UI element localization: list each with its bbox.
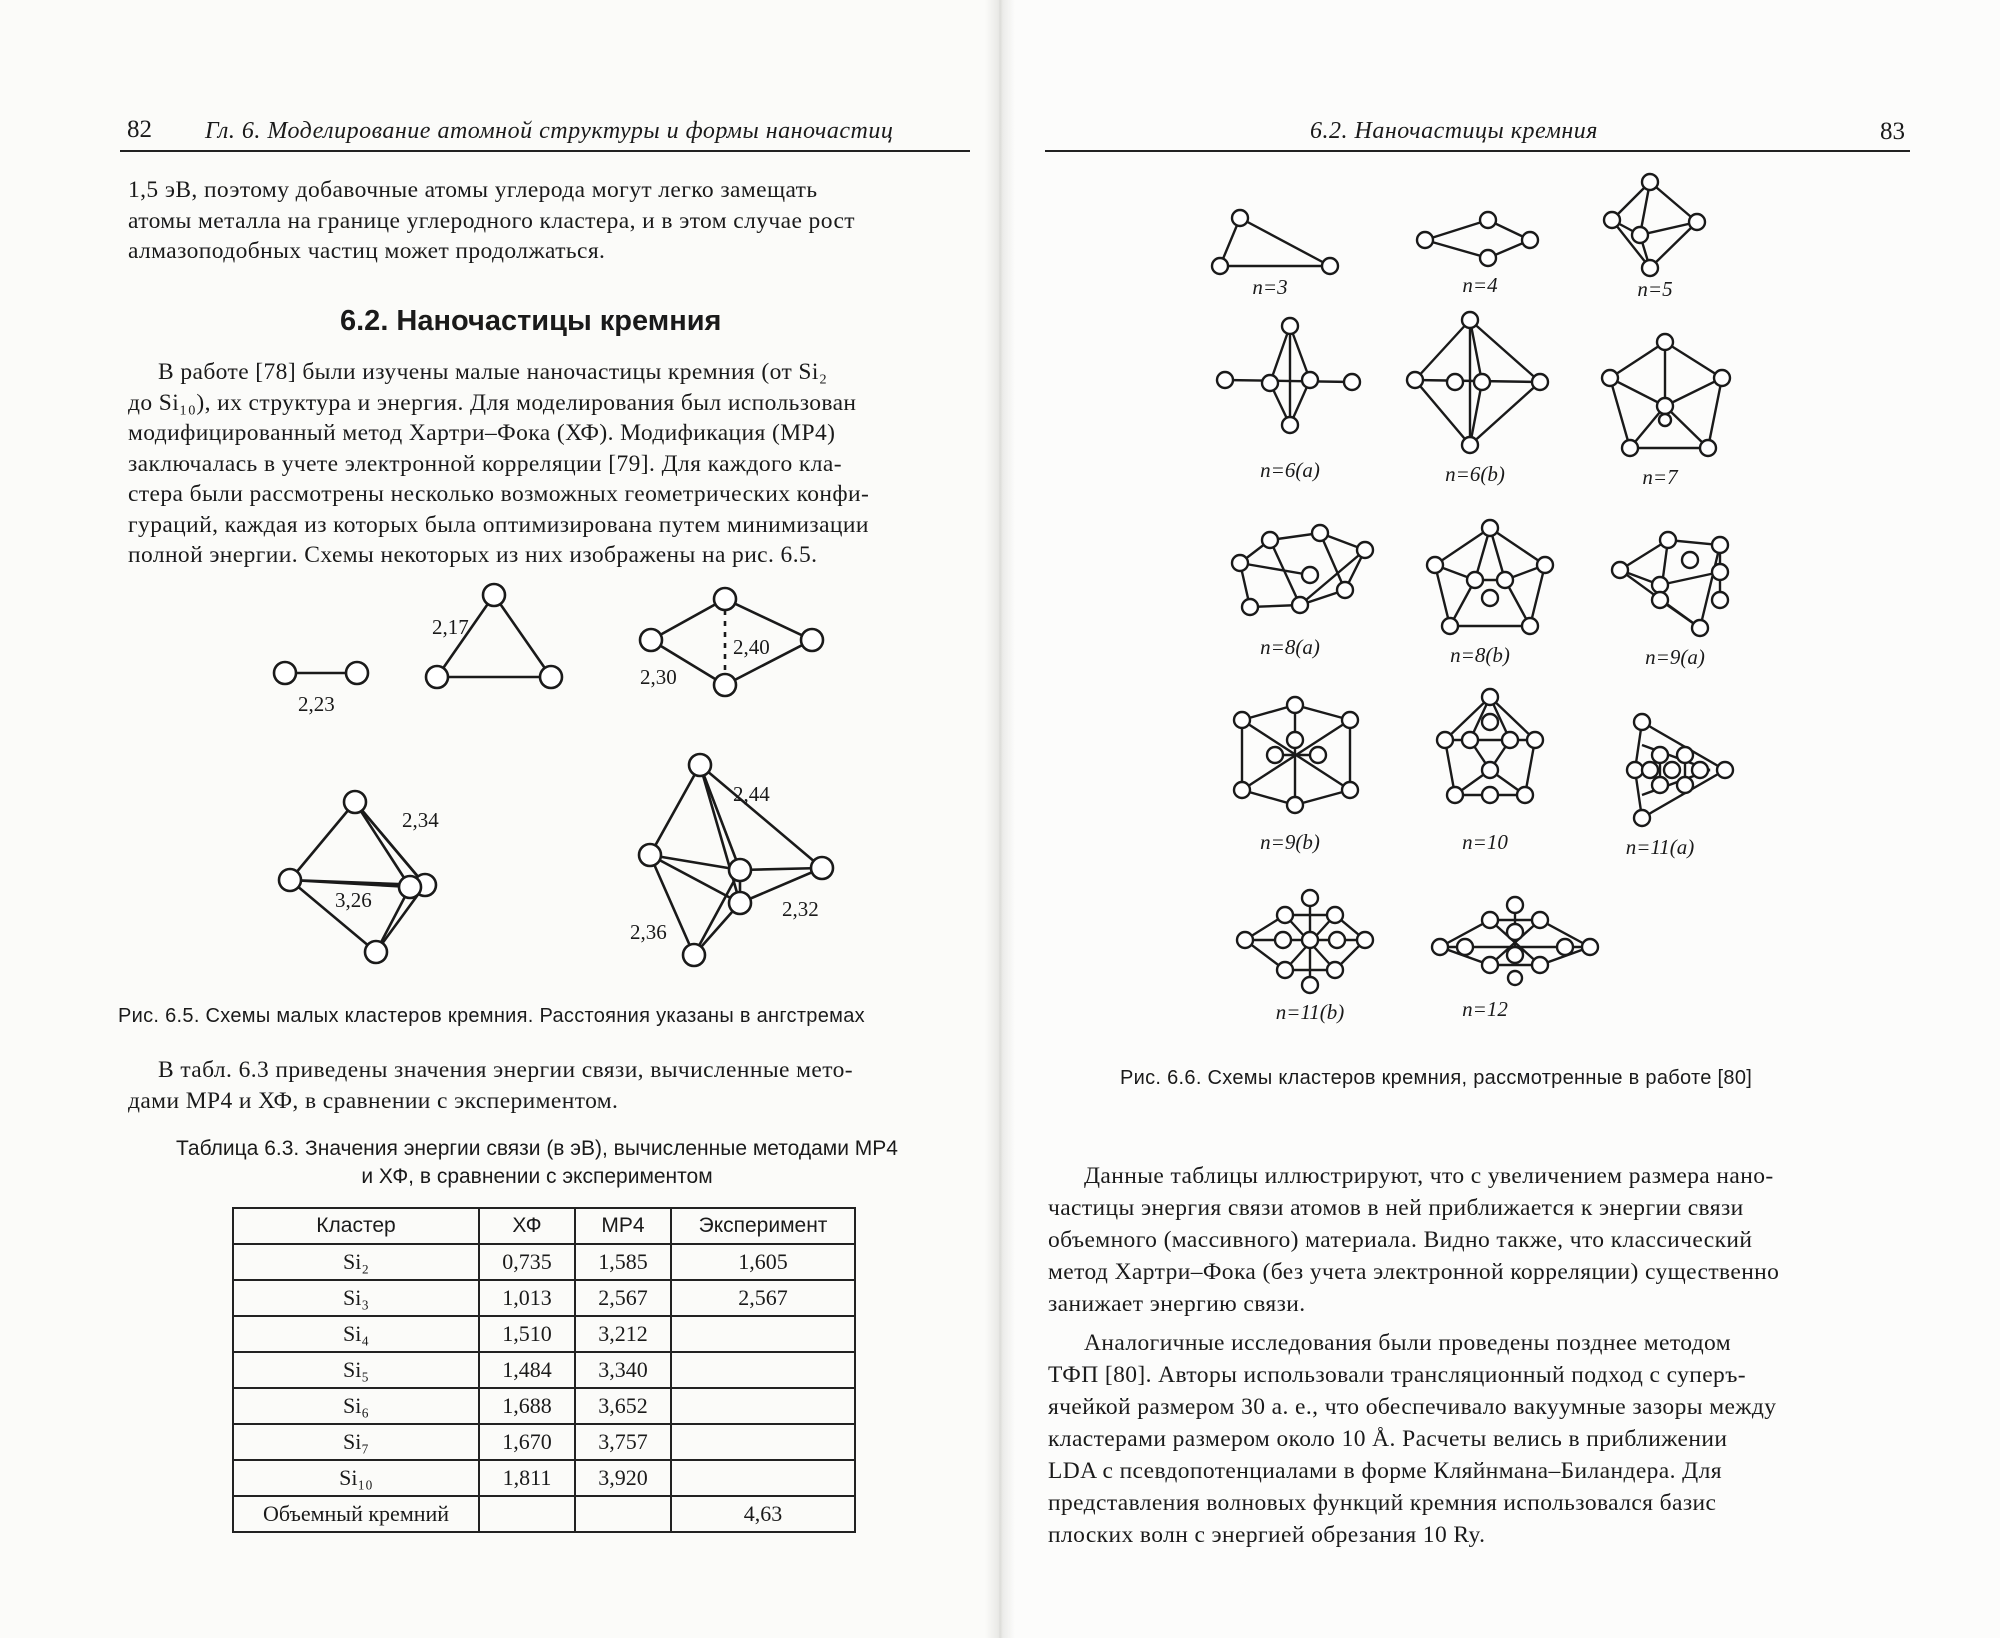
table-cell (671, 1460, 855, 1496)
cluster-n8b (1427, 520, 1553, 634)
text-line: дами МР4 и ХФ, в сравнении с экспериментом. (128, 1087, 619, 1114)
text-line: представления волновых функций кремния использовался базис (1048, 1490, 1717, 1516)
right-page-number: 83 (1880, 118, 1905, 145)
text-line: полной энергии. Схемы некоторых из них изображены на рис. 6.5. (128, 542, 818, 568)
cluster-n11a (1627, 714, 1733, 826)
figure-6-6-caption: Рис. 6.6. Схемы кластеров кремния, рассмотренные в работе [80] (1120, 1067, 1753, 1089)
cluster-label: n=11(a) (1625, 835, 1695, 859)
text-line: 1,5 эВ, поэтому добавочные атомы углерода могут легко замещать (128, 177, 818, 203)
text-line: плоских волн с энергией обрезания 10 Ry. (1048, 1522, 1486, 1548)
table-cell: 1,811 (479, 1460, 575, 1496)
cluster-n12 (1432, 897, 1598, 985)
table-cell: 3,340 (575, 1352, 671, 1388)
cluster-n9b (1234, 697, 1358, 813)
column-header: Кластер (233, 1208, 479, 1244)
table-cell: Si₇ (233, 1424, 479, 1460)
table-cell (671, 1352, 855, 1388)
table-row (233, 1352, 855, 1388)
cluster-label: n=7 (1642, 465, 1678, 489)
text-line: метод Хартри–Фока (без учета электронной корреляции) существенно (1048, 1259, 1780, 1285)
column-header: ХФ (479, 1208, 575, 1244)
text-line: заключалась в учете электронной корреляции [79]. Для каждого кла- (128, 450, 842, 477)
table-cell: Si₆ (233, 1388, 479, 1424)
cluster-label: n=8(b) (1450, 643, 1510, 667)
table-row (233, 1460, 855, 1496)
table-header-row (233, 1208, 855, 1244)
table-cell: 2,567 (671, 1280, 855, 1316)
column-header: Эксперимент (671, 1208, 855, 1244)
table-caption (112, 1135, 962, 1191)
column-header: МР4 (575, 1208, 671, 1244)
table-caption-line: и ХФ, в сравнении с экспериментом (361, 1165, 713, 1188)
table-cell: Si₂ (233, 1244, 479, 1280)
cluster-n8a (1232, 525, 1373, 615)
table-cell: 2,567 (575, 1280, 671, 1316)
table-cell: Объемный кремний (233, 1496, 479, 1532)
section-title: 6.2. Наночастицы кремния (340, 305, 722, 337)
cluster-n9a (1612, 532, 1728, 636)
text-line: гураций, каждая из которых была оптимизирована путем минимизации (128, 511, 869, 538)
table-cell: 3,757 (575, 1424, 671, 1460)
right-paragraph-1 (1048, 1160, 1908, 1320)
distance-label: 2,44 (733, 782, 770, 806)
cluster-label: n=4 (1462, 273, 1498, 297)
distance-label: 2,36 (630, 920, 667, 944)
cluster-label: n=8(a) (1260, 635, 1320, 659)
table-row (233, 1280, 855, 1316)
table-cell: 1,605 (671, 1244, 855, 1280)
text-line: объемного (массивного) материала. Видно также, что классический (1048, 1227, 1753, 1253)
table-cell (671, 1424, 855, 1460)
table-cell: 0,735 (479, 1244, 575, 1280)
table-cell: 1,484 (479, 1352, 575, 1388)
cluster-label: n=11(b) (1275, 1000, 1345, 1024)
distance-label: 2,17 (432, 615, 469, 639)
text-line: кластерами размером около 10 Å. Расчеты велись в приближении (1048, 1426, 1728, 1452)
text-line: атомы металла на границе углеродного кластера, и в этом случае рост (128, 207, 855, 234)
table-row (233, 1316, 855, 1352)
left-running-head: Гл. 6. Моделирование атомной структуры и формы наночастиц (205, 118, 894, 144)
table-cell (671, 1388, 855, 1424)
text-line: стера были рассмотрены несколько возможных геометрических конфи- (128, 481, 870, 507)
distance-label: 2,40 (733, 635, 770, 659)
table-row (233, 1496, 855, 1532)
text-line: до Si₁₀), их структура и энергия. Для моделирования был использован (128, 389, 857, 416)
cluster-n6a (1217, 318, 1360, 433)
binding-energy-table (232, 1207, 856, 1533)
cluster-n4 (1417, 212, 1538, 266)
table-cell: 3,920 (575, 1460, 671, 1496)
table-cell (479, 1496, 575, 1532)
text-line: ячейкой размером 30 а. е., что обеспечивало вакуумные зазоры между (1048, 1394, 1777, 1420)
distance-label: 3,26 (335, 888, 372, 912)
cluster-n10 (1437, 689, 1543, 803)
cluster-label: n=6(b) (1445, 462, 1505, 486)
table-cell (671, 1316, 855, 1352)
distance-label: 2,23 (298, 692, 335, 716)
right-paragraph-2 (1048, 1327, 1908, 1551)
cluster-n11b (1237, 890, 1373, 993)
table-cell: 4,63 (671, 1496, 855, 1532)
table-cell: 1,688 (479, 1388, 575, 1424)
text-line: модифицированный метод Хартри–Фока (ХФ). Модификация (МР4) (128, 420, 836, 446)
text-line: частицы энергия связи атомов в ней приближается к энергии связи (1048, 1195, 1744, 1221)
cluster-label: n=10 (1462, 830, 1508, 854)
table-cell: 3,212 (575, 1316, 671, 1352)
table-cell: 1,670 (479, 1424, 575, 1460)
text-line: занижает энергию связи. (1048, 1291, 1306, 1317)
left-page-number: 82 (127, 116, 152, 143)
cluster-label: n=9(a) (1645, 645, 1705, 669)
table-cell: Si₄ (233, 1316, 479, 1352)
table-cell: 1,585 (575, 1244, 671, 1280)
table-row (233, 1244, 855, 1280)
cluster-label: n=5 (1637, 277, 1673, 301)
text-line: LDA с псевдопотенциалами в форме Кляйнмана–Биландера. Для (1048, 1458, 1722, 1484)
distance-label: 2,34 (402, 808, 439, 832)
distance-label: 2,30 (640, 665, 677, 689)
table-row (233, 1424, 855, 1460)
cluster-n6b (1407, 312, 1548, 453)
cluster-n3 (1212, 210, 1338, 274)
text-line: В табл. 6.3 приведены значения энергии связи, вычисленные мето- (158, 1057, 853, 1083)
table-cell: 1,013 (479, 1280, 575, 1316)
text-line: В работе [78] были изучены малые наночастицы кремния (от Si₂ (158, 359, 828, 385)
text-line: алмазоподобных частиц может продолжаться. (128, 238, 606, 264)
right-running-head: 6.2. Наночастицы кремния (1310, 118, 1598, 144)
table-cell: Si₃ (233, 1280, 479, 1316)
text-line: Аналогичные исследования были проведены позднее методом (1084, 1330, 1732, 1356)
table-cell: 3,652 (575, 1388, 671, 1424)
text-line: Данные таблицы иллюстрируют, что с увеличением размера нано- (1084, 1163, 1774, 1189)
text-line: ТФП [80]. Авторы использовали трансляционный подход с суперъ- (1048, 1362, 1746, 1388)
cluster-n5 (1604, 174, 1705, 276)
cluster-n7 (1602, 334, 1730, 456)
figure-6-5-caption: Рис. 6.5. Схемы малых кластеров кремния. Расстояния указаны в ангстремах (118, 1005, 865, 1027)
table-caption-line: Таблица 6.3. Значения энергии связи (в эВ), вычисленные методами МР4 (176, 1137, 898, 1160)
cluster-label: n=12 (1462, 997, 1508, 1021)
cluster-label: n=6(a) (1260, 458, 1320, 482)
cluster-label: n=9(b) (1260, 830, 1320, 854)
table-row (233, 1388, 855, 1424)
table-cell: Si₅ (233, 1352, 479, 1388)
table-cell (575, 1496, 671, 1532)
distance-label: 2,32 (782, 897, 819, 921)
cluster-label: n=3 (1252, 275, 1288, 299)
table-cell: Si₁₀ (233, 1460, 479, 1496)
table-cell: 1,510 (479, 1316, 575, 1352)
